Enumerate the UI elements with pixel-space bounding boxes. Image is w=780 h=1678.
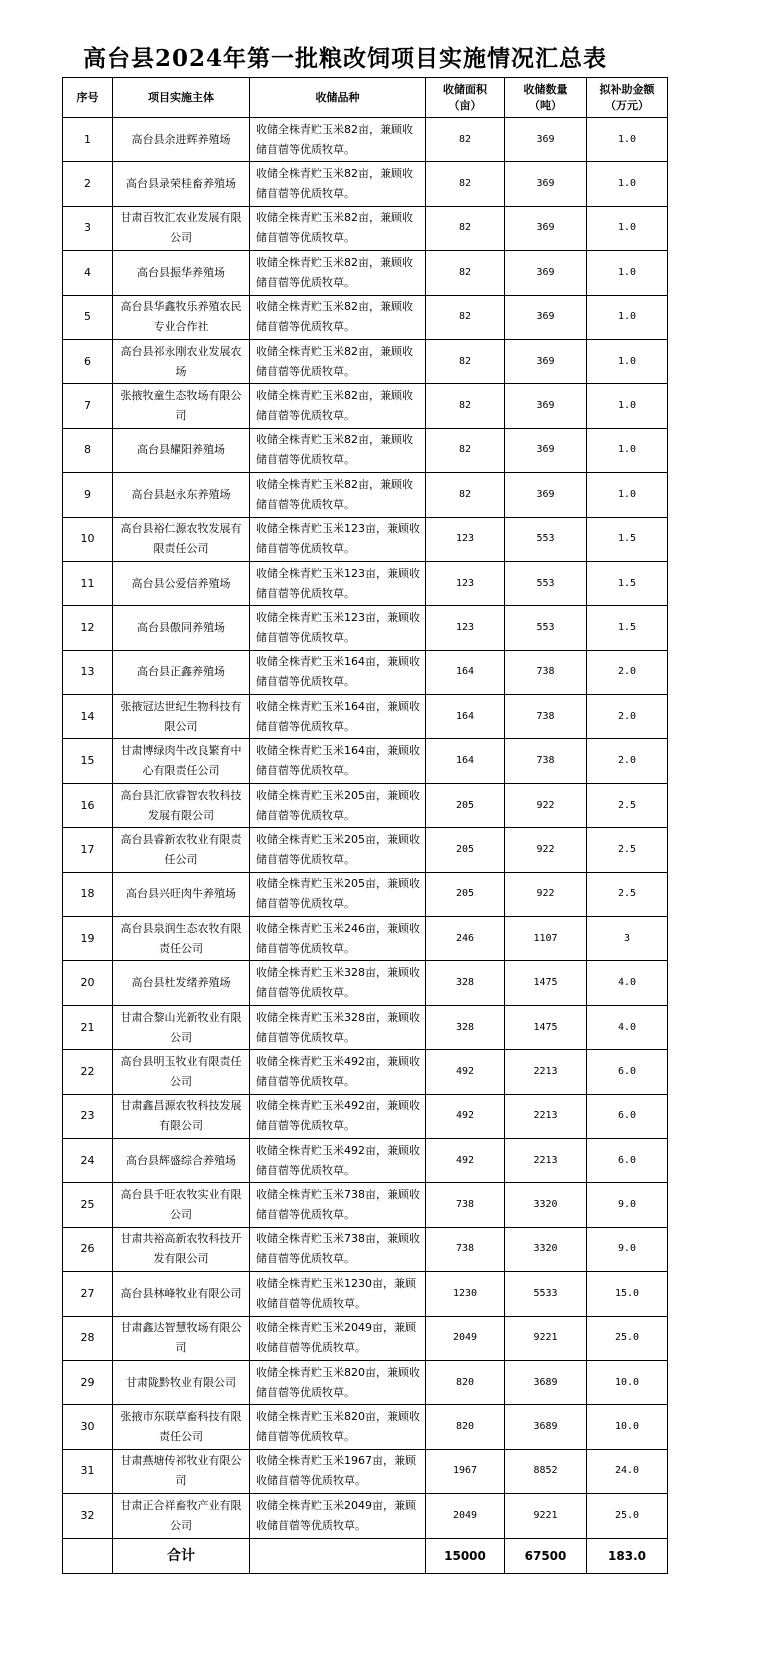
row-quantity: 553 [505,517,587,561]
table-row [63,206,668,250]
row-entity: 甘肃博绿肉牛改良繁育中心有限责任公司 [113,739,250,783]
row-quantity: 369 [505,473,587,517]
table-row [63,1360,668,1404]
row-seq: 1 [63,118,113,162]
row-area: 205 [426,783,505,827]
row-entity: 高台县余进辉养殖场 [113,118,250,162]
row-seq: 6 [63,339,113,383]
row-quantity: 3689 [505,1360,587,1404]
row-entity: 甘肃鑫达智慧牧场有限公司 [113,1316,250,1360]
row-subsidy: 3 [587,917,668,961]
row-variety: 收储全株青贮玉米738亩，兼顾收储苜蓿等优质牧草。 [250,1227,426,1271]
row-quantity: 553 [505,561,587,605]
row-quantity: 369 [505,384,587,428]
table-row [63,783,668,827]
row-subsidy: 6.0 [587,1094,668,1138]
row-subsidy: 1.5 [587,561,668,605]
row-seq: 25 [63,1183,113,1227]
row-quantity: 9221 [505,1316,587,1360]
row-subsidy: 1.0 [587,162,668,206]
row-subsidy: 6.0 [587,1138,668,1182]
table-row [63,1094,668,1138]
row-variety: 收储全株青贮玉米123亩，兼顾收储苜蓿等优质牧草。 [250,517,426,561]
row-seq: 12 [63,606,113,650]
row-area: 492 [426,1094,505,1138]
header-area: 收储面积 （亩） [426,78,505,118]
row-quantity: 922 [505,783,587,827]
row-subsidy: 4.0 [587,1005,668,1049]
row-variety: 收储全株青贮玉米492亩，兼顾收储苜蓿等优质牧草。 [250,1094,426,1138]
row-entity: 高台县兴旺肉牛养殖场 [113,872,250,916]
row-quantity: 3689 [505,1405,587,1449]
row-area: 738 [426,1227,505,1271]
table-row [63,872,668,916]
row-subsidy: 6.0 [587,1050,668,1094]
row-quantity: 922 [505,872,587,916]
row-entity: 高台县振华养殖场 [113,251,250,295]
row-seq: 8 [63,428,113,472]
row-variety: 收储全株青贮玉米164亩，兼顾收储苜蓿等优质牧草。 [250,650,426,694]
table-row [63,1183,668,1227]
row-seq: 23 [63,1094,113,1138]
total-seq-cell [63,1538,113,1573]
header-entity: 项目实施主体 [113,78,250,118]
table-row [63,606,668,650]
row-variety: 收储全株青贮玉米82亩，兼顾收储苜蓿等优质牧草。 [250,384,426,428]
row-variety: 收储全株青贮玉米82亩，兼顾收储苜蓿等优质牧草。 [250,118,426,162]
row-seq: 19 [63,917,113,961]
row-seq: 11 [63,561,113,605]
row-entity: 张掖牧童生态牧场有限公司 [113,384,250,428]
row-area: 2049 [426,1316,505,1360]
row-entity: 高台县睿新农牧业有限责任公司 [113,828,250,872]
row-entity: 高台县辉盛综合养殖场 [113,1138,250,1182]
row-subsidy: 2.5 [587,872,668,916]
row-subsidy: 1.0 [587,339,668,383]
table-row [63,1449,668,1493]
row-subsidy: 25.0 [587,1494,668,1538]
row-area: 205 [426,828,505,872]
row-variety: 收储全株青贮玉米123亩，兼顾收储苜蓿等优质牧草。 [250,561,426,605]
table-row [63,384,668,428]
row-variety: 收储全株青贮玉米82亩，兼顾收储苜蓿等优质牧草。 [250,206,426,250]
table-row [63,473,668,517]
table-row [63,1005,668,1049]
row-entity: 高台县林峰牧业有限公司 [113,1272,250,1316]
row-entity: 高台县录荣桂畜养殖场 [113,162,250,206]
row-entity: 高台县裕仁源农牧发展有限责任公司 [113,517,250,561]
row-subsidy: 1.0 [587,473,668,517]
row-quantity: 9221 [505,1494,587,1538]
row-variety: 收储全株青贮玉米123亩，兼顾收储苜蓿等优质牧草。 [250,606,426,650]
row-entity: 高台县泉润生态农牧有限责任公司 [113,917,250,961]
row-entity: 高台县正鑫养殖场 [113,650,250,694]
row-seq: 18 [63,872,113,916]
row-area: 1230 [426,1272,505,1316]
row-area: 123 [426,517,505,561]
row-variety: 收储全株青贮玉米205亩，兼顾收储苜蓿等优质牧草。 [250,828,426,872]
row-variety: 收储全株青贮玉米820亩，兼顾收储苜蓿等优质牧草。 [250,1360,426,1404]
header-subsidy: 拟补助金额 （万元） [587,78,668,118]
row-seq: 30 [63,1405,113,1449]
row-entity: 张掖市东联草畜科技有限责任公司 [113,1405,250,1449]
row-quantity: 5533 [505,1272,587,1316]
row-variety: 收储全株青贮玉米2049亩，兼顾收储苜蓿等优质牧草。 [250,1494,426,1538]
table-row [63,650,668,694]
table-row [63,251,668,295]
row-entity: 甘肃鑫昌源农牧科技发展有限公司 [113,1094,250,1138]
row-seq: 16 [63,783,113,827]
row-subsidy: 1.5 [587,517,668,561]
document-title: 高台县2024年第一批粮改饲项目实施情况汇总表 [82,45,607,72]
row-entity: 高台县祁永刚农业发展农场 [113,339,250,383]
row-variety: 收储全株青贮玉米492亩，兼顾收储苜蓿等优质牧草。 [250,1050,426,1094]
row-quantity: 738 [505,739,587,783]
total-row [63,1538,668,1573]
row-variety: 收储全株青贮玉米1230亩，兼顾收储苜蓿等优质牧草。 [250,1272,426,1316]
row-quantity: 369 [505,295,587,339]
row-subsidy: 2.0 [587,650,668,694]
row-subsidy: 15.0 [587,1272,668,1316]
table-row [63,1494,668,1538]
row-area: 492 [426,1050,505,1094]
row-area: 738 [426,1183,505,1227]
row-entity: 甘肃陇黔牧业有限公司 [113,1360,250,1404]
row-entity: 甘肃燕塘传祁牧业有限公司 [113,1449,250,1493]
row-subsidy: 2.0 [587,695,668,739]
row-seq: 4 [63,251,113,295]
row-seq: 13 [63,650,113,694]
row-seq: 9 [63,473,113,517]
row-quantity: 2213 [505,1138,587,1182]
row-variety: 收储全株青贮玉米82亩，兼顾收储苜蓿等优质牧草。 [250,473,426,517]
row-subsidy: 10.0 [587,1360,668,1404]
row-variety: 收储全株青贮玉米82亩，兼顾收储苜蓿等优质牧草。 [250,339,426,383]
total-variety-cell [250,1538,426,1573]
row-area: 82 [426,339,505,383]
row-variety: 收储全株青贮玉米246亩，兼顾收储苜蓿等优质牧草。 [250,917,426,961]
row-entity: 高台县千旺农牧实业有限公司 [113,1183,250,1227]
row-quantity: 922 [505,828,587,872]
row-quantity: 1475 [505,1005,587,1049]
total-subsidy: 183.0 [587,1538,668,1573]
total-quantity: 67500 [505,1538,587,1573]
row-quantity: 2213 [505,1094,587,1138]
table-row [63,428,668,472]
table-header-row [63,78,668,118]
row-variety: 收储全株青贮玉米164亩，兼顾收储苜蓿等优质牧草。 [250,695,426,739]
table-row [63,1405,668,1449]
row-variety: 收储全株青贮玉米164亩，兼顾收储苜蓿等优质牧草。 [250,739,426,783]
row-area: 205 [426,872,505,916]
row-area: 1967 [426,1449,505,1493]
row-variety: 收储全株青贮玉米738亩，兼顾收储苜蓿等优质牧草。 [250,1183,426,1227]
row-subsidy: 9.0 [587,1183,668,1227]
row-subsidy: 2.5 [587,828,668,872]
total-area: 15000 [426,1538,505,1573]
row-quantity: 8852 [505,1449,587,1493]
table-row [63,739,668,783]
row-seq: 21 [63,1005,113,1049]
row-subsidy: 9.0 [587,1227,668,1271]
row-area: 328 [426,961,505,1005]
row-subsidy: 1.0 [587,251,668,295]
row-seq: 28 [63,1316,113,1360]
row-subsidy: 1.0 [587,428,668,472]
row-subsidy: 1.0 [587,384,668,428]
table-row [63,828,668,872]
row-area: 164 [426,650,505,694]
row-area: 82 [426,162,505,206]
row-seq: 10 [63,517,113,561]
row-quantity: 1475 [505,961,587,1005]
row-seq: 20 [63,961,113,1005]
row-seq: 22 [63,1050,113,1094]
row-quantity: 738 [505,695,587,739]
table-row [63,1272,668,1316]
row-variety: 收储全株青贮玉米2049亩，兼顾收储苜蓿等优质牧草。 [250,1316,426,1360]
row-subsidy: 1.0 [587,118,668,162]
row-area: 164 [426,695,505,739]
row-seq: 3 [63,206,113,250]
row-variety: 收储全株青贮玉米328亩，兼顾收储苜蓿等优质牧草。 [250,1005,426,1049]
row-variety: 收储全株青贮玉米82亩，兼顾收储苜蓿等优质牧草。 [250,428,426,472]
row-subsidy: 25.0 [587,1316,668,1360]
row-quantity: 2213 [505,1050,587,1094]
row-seq: 29 [63,1360,113,1404]
header-variety: 收储品种 [250,78,426,118]
row-area: 164 [426,739,505,783]
row-entity: 高台县汇欣睿智农牧科技发展有限公司 [113,783,250,827]
row-subsidy: 2.0 [587,739,668,783]
row-seq: 15 [63,739,113,783]
total-label: 合计 [113,1538,250,1573]
row-area: 820 [426,1405,505,1449]
row-quantity: 738 [505,650,587,694]
row-subsidy: 1.0 [587,295,668,339]
row-entity: 甘肃百牧汇农业发展有限公司 [113,206,250,250]
row-subsidy: 10.0 [587,1405,668,1449]
row-variety: 收储全株青贮玉米205亩，兼顾收储苜蓿等优质牧草。 [250,872,426,916]
row-entity: 甘肃共裕高新农牧科技开发有限公司 [113,1227,250,1271]
row-area: 328 [426,1005,505,1049]
row-variety: 收储全株青贮玉米82亩，兼顾收储苜蓿等优质牧草。 [250,295,426,339]
table-row [63,1138,668,1182]
table-row [63,1050,668,1094]
table-row [63,695,668,739]
row-entity: 高台县华鑫牧乐养殖农民专业合作社 [113,295,250,339]
table-row [63,517,668,561]
row-quantity: 369 [505,162,587,206]
row-quantity: 369 [505,118,587,162]
row-seq: 7 [63,384,113,428]
row-area: 820 [426,1360,505,1404]
row-entity: 高台县杜发绪养殖场 [113,961,250,1005]
row-variety: 收储全株青贮玉米1967亩，兼顾收储苜蓿等优质牧草。 [250,1449,426,1493]
header-quantity: 收储数量 （吨） [505,78,587,118]
row-entity: 张掖冠达世纪生物科技有限公司 [113,695,250,739]
table-body [63,118,668,1574]
row-seq: 31 [63,1449,113,1493]
row-seq: 14 [63,695,113,739]
row-area: 82 [426,118,505,162]
row-entity: 甘肃合黎山光新牧业有限公司 [113,1005,250,1049]
row-area: 2049 [426,1494,505,1538]
row-entity: 高台县明玉牧业有限责任公司 [113,1050,250,1094]
row-entity: 高台县耀阳养殖场 [113,428,250,472]
row-entity: 高台县公爱信养殖场 [113,561,250,605]
table-row [63,1316,668,1360]
row-entity: 高台县傲同养殖场 [113,606,250,650]
row-quantity: 369 [505,339,587,383]
row-variety: 收储全株青贮玉米82亩，兼顾收储苜蓿等优质牧草。 [250,162,426,206]
table-row [63,295,668,339]
summary-table [62,77,668,1574]
row-entity: 甘肃正合祥畜牧产业有限公司 [113,1494,250,1538]
row-subsidy: 4.0 [587,961,668,1005]
row-seq: 24 [63,1138,113,1182]
row-seq: 5 [63,295,113,339]
row-subsidy: 2.5 [587,783,668,827]
row-area: 82 [426,251,505,295]
row-seq: 17 [63,828,113,872]
row-variety: 收储全株青贮玉米492亩，兼顾收储苜蓿等优质牧草。 [250,1138,426,1182]
row-quantity: 369 [505,206,587,250]
row-quantity: 553 [505,606,587,650]
table-row [63,339,668,383]
table-row [63,561,668,605]
row-variety: 收储全株青贮玉米328亩，兼顾收储苜蓿等优质牧草。 [250,961,426,1005]
header-seq: 序号 [63,78,113,118]
row-quantity: 3320 [505,1183,587,1227]
row-area: 82 [426,384,505,428]
row-quantity: 369 [505,428,587,472]
row-area: 123 [426,561,505,605]
row-seq: 32 [63,1494,113,1538]
row-subsidy: 1.5 [587,606,668,650]
row-area: 82 [426,473,505,517]
row-seq: 26 [63,1227,113,1271]
table-row [63,917,668,961]
table-row [63,1227,668,1271]
table-row [63,961,668,1005]
row-area: 82 [426,428,505,472]
row-entity: 高台县赵永东养殖场 [113,473,250,517]
table-row [63,118,668,162]
row-quantity: 3320 [505,1227,587,1271]
table-row [63,162,668,206]
row-area: 82 [426,206,505,250]
row-area: 82 [426,295,505,339]
row-area: 246 [426,917,505,961]
row-seq: 2 [63,162,113,206]
row-seq: 27 [63,1272,113,1316]
row-variety: 收储全株青贮玉米82亩，兼顾收储苜蓿等优质牧草。 [250,251,426,295]
row-quantity: 1107 [505,917,587,961]
row-variety: 收储全株青贮玉米205亩，兼顾收储苜蓿等优质牧草。 [250,783,426,827]
row-quantity: 369 [505,251,587,295]
row-subsidy: 1.0 [587,206,668,250]
row-area: 123 [426,606,505,650]
row-variety: 收储全株青贮玉米820亩，兼顾收储苜蓿等优质牧草。 [250,1405,426,1449]
row-subsidy: 24.0 [587,1449,668,1493]
row-area: 492 [426,1138,505,1182]
